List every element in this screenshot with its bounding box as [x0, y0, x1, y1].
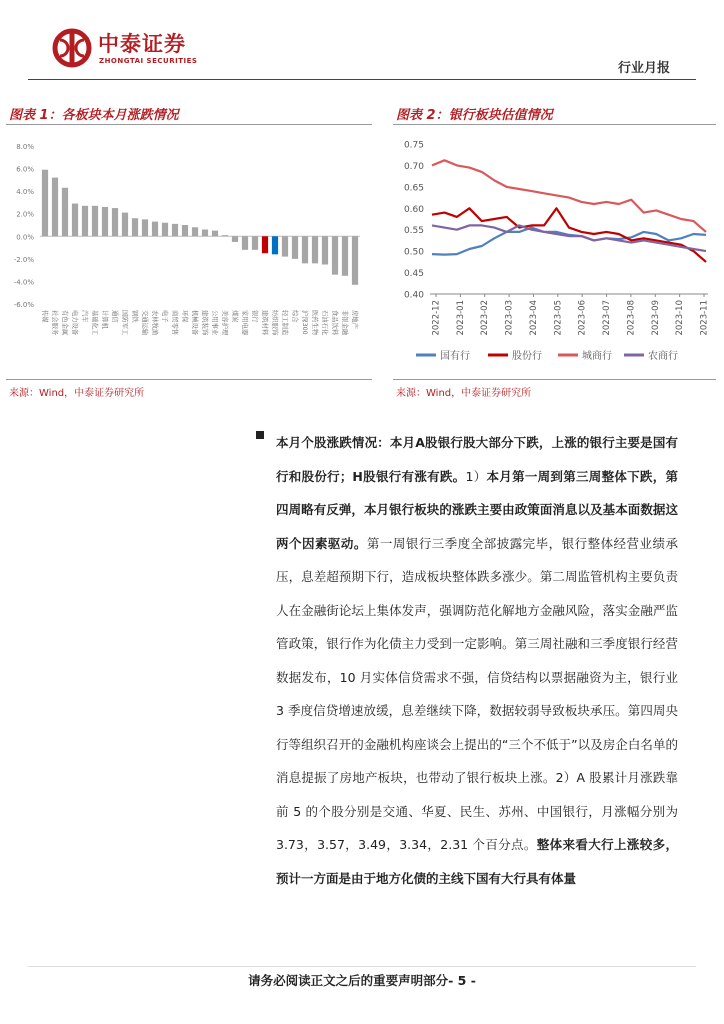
bar — [192, 227, 198, 236]
x-tick-label: 建筑材料 — [261, 310, 268, 336]
legend-label: 国有行 — [440, 351, 470, 362]
x-tick-label: 石油石化 — [321, 310, 328, 336]
legend-label: 城商行 — [582, 351, 612, 362]
x-tick-label: 交通运输 — [141, 310, 148, 336]
company-logo — [52, 26, 222, 70]
figure2-title: 图表 2：银行板块估值情况 — [396, 108, 553, 123]
x-tick-label: 房地产 — [351, 310, 358, 329]
bar — [252, 236, 258, 250]
x-tick-label: 环保 — [181, 310, 188, 323]
y-tick-label: -4.0% — [13, 278, 34, 287]
x-tick-label: 2023-02 — [480, 300, 491, 336]
y-tick-label: 0.65 — [403, 183, 424, 194]
x-tick-label: 商贸零售 — [171, 310, 178, 336]
bar — [62, 188, 68, 237]
bullet-icon — [256, 431, 264, 439]
figure1-title-rule — [6, 124, 372, 125]
x-tick-label: 2023-03 — [504, 300, 515, 336]
x-tick-label: 2023-06 — [577, 300, 588, 336]
x-tick-label: 沪深300 — [301, 310, 308, 335]
x-tick-label: 非银金融 — [341, 310, 348, 336]
x-tick-label: 煤炭 — [231, 310, 238, 323]
x-tick-label: 传媒 — [41, 310, 48, 323]
figure1-source: 来源：Wind，中泰证券研究所 — [9, 388, 145, 399]
x-tick-label: 汽车 — [81, 310, 88, 323]
y-tick-label: 0.0% — [16, 233, 34, 242]
y-tick-label: 6.0% — [16, 165, 34, 174]
x-tick-label: 通信 — [111, 310, 118, 323]
x-tick-label: 2023-10 — [675, 300, 686, 336]
y-tick-label: 0.45 — [403, 269, 424, 280]
y-tick-label: 2.0% — [16, 210, 34, 219]
bar — [52, 178, 58, 237]
bar — [312, 236, 318, 263]
figure2-bottom-rule — [393, 379, 716, 380]
figure2-title-rule — [393, 124, 716, 125]
bar-chart — [4, 128, 376, 378]
bar — [202, 230, 208, 237]
x-tick-label: 机械设备 — [191, 310, 198, 336]
bar — [42, 170, 48, 237]
x-tick-label: 2022-12 — [431, 300, 442, 336]
x-tick-label: 公用事业 — [211, 310, 218, 336]
body-bold-2: 本月第一周到第三周整体下跌，第四周略有反弹，本月银行板块的涨跌主要由政策面消息以及基本面数据这两个因素驱动。 — [276, 468, 678, 551]
bar — [342, 236, 348, 276]
x-tick-label: 社会服务 — [51, 310, 58, 336]
x-tick-label: 食品饮料 — [331, 310, 338, 336]
company-name-cn: 中泰证券 — [98, 32, 186, 56]
bar — [102, 207, 108, 236]
x-tick-label: 2023-01 — [455, 300, 466, 336]
y-tick-label: 4.0% — [16, 188, 34, 197]
x-tick-label: 医药生物 — [311, 310, 318, 336]
x-tick-label: 电子 — [161, 310, 168, 323]
legend-label: 股份行 — [512, 351, 542, 362]
y-tick-label: -2.0% — [13, 255, 34, 264]
x-tick-label: 电力设备 — [71, 310, 78, 336]
series-line — [432, 160, 706, 232]
bar — [172, 224, 178, 236]
x-tick-label: 家用电器 — [241, 310, 248, 336]
figure2-source: 来源：Wind，中泰证券研究所 — [396, 388, 532, 399]
bar — [112, 208, 118, 236]
bar — [292, 236, 298, 259]
bar — [92, 206, 98, 236]
y-tick-label: 0.60 — [403, 204, 424, 215]
x-tick-label: 轻工制造 — [281, 310, 288, 336]
bar — [282, 236, 288, 256]
figure1-bottom-rule — [6, 379, 372, 380]
y-tick-label: 0.50 — [403, 247, 424, 258]
line-chart — [392, 128, 718, 378]
figure1-title: 图表 1：各板块本月涨跌情况 — [9, 108, 179, 123]
x-tick-label: 2023-09 — [650, 300, 661, 336]
bar — [332, 236, 338, 274]
body-text-2: 第一周银行三季度全部披露完毕，银行整体经营业绩承压，息差超预期下行，造成板块整体跌多涨少。第二周监管机构主要负责人在金融街论坛上集体发声，强调防范化解地方金融风险，落实金融严监管政策，银行作为化债主力受到一定影响。第三周社融和三季度银行经营数据发布，10 月实体信贷需求不强，信贷结构以票据融资为主，银行业 3 季度信贷增速放缓，息差继续下降，数据较弱导致板块承压。第四周央行等组织召开的金融机构座谈会上提出的“三个不低于”以及房企白名单的消息提振了房地产板块，也带动了银行板块上涨。2）A 股累计月涨跌靠前 5 的个股分别是交通、华夏、民生、苏州、中国银行，月涨幅分别为 3.73，3.57，3.49，3.34，2.31 个百分点。 — [276, 535, 678, 852]
x-tick-label: 建筑装饰 — [201, 310, 208, 336]
bar — [72, 204, 78, 237]
y-tick-label: 8.0% — [16, 143, 34, 151]
bar — [322, 236, 328, 264]
footer-disclaimer: 请务必阅读正文之后的重要声明部分 — [248, 973, 449, 988]
legend-label: 农商行 — [648, 351, 678, 362]
x-tick-label: 综合 — [291, 310, 298, 323]
x-tick-label: 2023-07 — [602, 300, 613, 336]
x-tick-label: 纺织服饰 — [271, 310, 278, 336]
bar — [182, 225, 188, 236]
body-paragraph — [276, 426, 678, 895]
bar — [222, 235, 228, 236]
bar — [142, 219, 148, 236]
x-tick-label: 基础化工 — [91, 310, 98, 336]
y-tick-label: 0.75 — [403, 140, 424, 151]
x-tick-label: 2023-11 — [699, 300, 710, 336]
bar — [272, 236, 278, 254]
y-tick-label: 0.70 — [403, 161, 424, 172]
bar — [352, 236, 358, 285]
x-tick-label: 银行 — [251, 310, 258, 323]
body-text-1: 1） — [465, 468, 487, 484]
x-tick-label: 钢铁 — [131, 310, 138, 323]
report-type: 行业月报 — [617, 61, 670, 76]
bar — [212, 231, 218, 237]
bar — [82, 206, 88, 236]
y-tick-label: -6.0% — [13, 301, 34, 309]
x-tick-label: 美容护理 — [221, 310, 228, 336]
body-bold-1: 本月个股涨跌情况：本月A股银行股大部分下跌，上涨的银行主要是国有行和股份行；H股银行有涨有跌。 — [276, 435, 678, 484]
x-tick-label: 2023-05 — [553, 300, 564, 336]
x-tick-label: 2023-08 — [626, 300, 637, 336]
body-bold-3: 整体来看大行上涨较多，预计一方面是由于地方化债的主线下国有大行具有体量 — [276, 837, 678, 886]
x-tick-label: 2023-04 — [528, 300, 539, 336]
x-tick-label: 农林牧渔 — [151, 310, 158, 336]
x-tick-label: 有色金属 — [61, 310, 68, 336]
y-tick-label: 0.55 — [403, 226, 424, 237]
page-number: - 5 - — [448, 973, 476, 988]
bar — [262, 236, 268, 253]
bar — [152, 222, 158, 237]
footer — [0, 971, 724, 989]
logo-mark-icon — [52, 28, 92, 68]
bar — [242, 236, 248, 250]
bar — [232, 236, 238, 242]
company-name-en: ZHONGTAI SECURITIES — [99, 57, 198, 65]
bar — [132, 218, 138, 236]
bar — [162, 223, 168, 237]
bar — [122, 213, 128, 237]
header-divider — [28, 79, 696, 80]
footer-divider — [28, 966, 696, 967]
x-tick-label: 计算机 — [101, 310, 108, 329]
y-tick-label: 0.40 — [403, 290, 424, 301]
bar — [302, 236, 308, 263]
x-tick-label: 国防军工 — [121, 310, 128, 336]
